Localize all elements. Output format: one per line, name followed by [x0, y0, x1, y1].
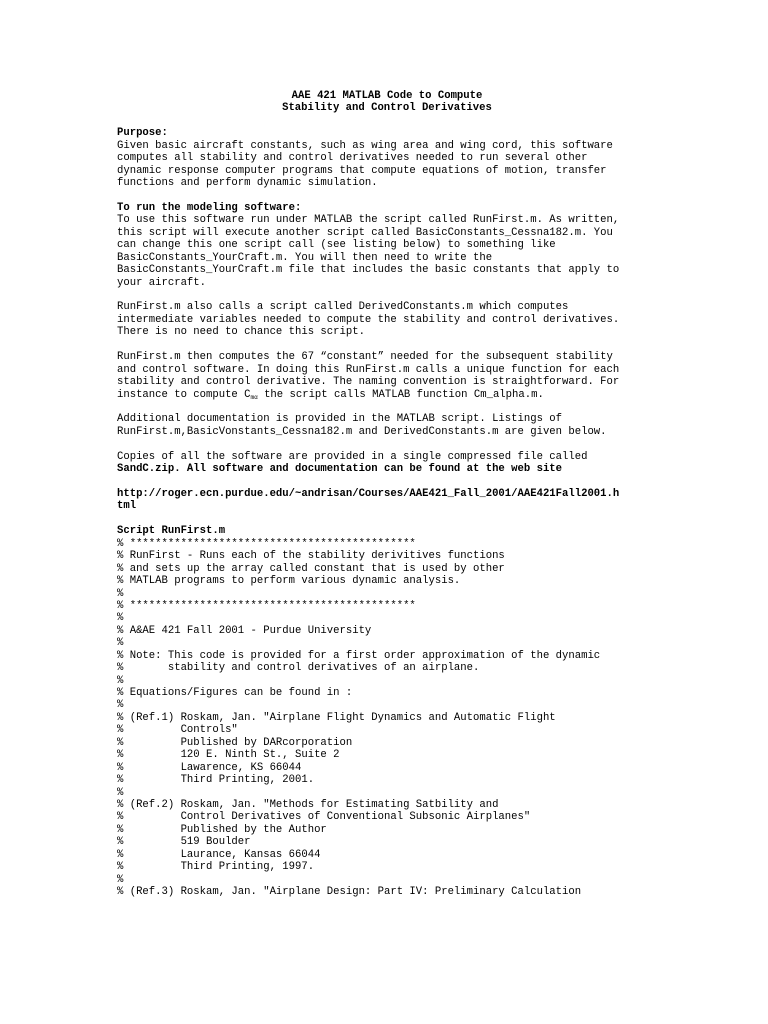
- purpose-paragraph: [117, 140, 657, 190]
- run-line: To use this software run under MATLAB the script called RunFirst.m. As written,: [117, 214, 620, 227]
- code-line: % RunFirst - Runs each of the stability derivitives functions: [117, 550, 505, 563]
- code-line: % (Ref.2) Roskam, Jan. "Methods for Estimating Satbility and: [117, 798, 499, 811]
- compute-line-last: [117, 389, 657, 401]
- compute-line: stability and control derivative. The naming convention is straightforward. For: [117, 376, 620, 389]
- code-line: % (Ref.3) Roskam, Jan. "Airplane Design: Part IV: Preliminary Calculation: [117, 886, 582, 898]
- spacer: [117, 190, 657, 202]
- code-line: % Controls": [117, 724, 238, 737]
- purpose-heading: Purpose:: [117, 127, 168, 140]
- code-line: % 120 E. Ninth St., Suite 2: [117, 749, 340, 762]
- code-line: % Published by DARcorporation: [117, 736, 353, 749]
- additional-line: Additional documentation is provided in the MATLAB script. Listings of: [117, 413, 563, 426]
- compute-line: and control software. In doing this RunFirst.m calls a unique function for each: [117, 363, 620, 376]
- script-heading: Script RunFirst.m: [117, 525, 226, 538]
- code-listing: [117, 538, 657, 899]
- code-line: % and sets up the array called constant that is used by other: [117, 562, 505, 575]
- compute-last-prefix: instance to compute C: [117, 388, 251, 401]
- code-line: % Third Printing, 2001.: [117, 774, 315, 787]
- derived-paragraph: [117, 301, 657, 338]
- purpose-line: computes all stability and control derivatives needed to run several other: [117, 152, 588, 165]
- code-line: %: [117, 674, 124, 687]
- code-line: % A&AE 421 Fall 2001 - Purdue University: [117, 624, 372, 637]
- code-line: % *********************************************: [117, 537, 416, 550]
- code-line: %: [117, 612, 124, 625]
- run-line: this script will execute another script called BasicConstants_Cessna182.m. You: [117, 226, 613, 239]
- code-line: %: [117, 699, 124, 712]
- spacer: [117, 115, 657, 127]
- copies-line-bold: SandC.zip. All software and documentation can be found at the web site: [117, 463, 563, 476]
- run-line: BasicConstants_YourCraft.m. You will then need to write the: [117, 251, 493, 264]
- compute-line: RunFirst.m then computes the 67 “constant” needed for the subsequent stability: [117, 351, 613, 364]
- additional-line: RunFirst.m,BasicVonstants_Cessna182.m and DerivedConstants.m are given below.: [117, 425, 607, 438]
- url-line[interactable]: http://roger.ecn.purdue.edu/~andrisan/Courses/AAE421_Fall_2001/AAE421Fall2001.h: [117, 488, 620, 500]
- document-content: [117, 90, 657, 898]
- purpose-line: dynamic response computer programs that compute equations of motion, transfer: [117, 164, 607, 177]
- code-line: % Laurance, Kansas 66044: [117, 848, 321, 861]
- code-line: % Third Printing, 1997.: [117, 861, 315, 874]
- purpose-line: Given basic aircraft constants, such as wing area and wing cord, this software: [117, 139, 613, 152]
- spacer: [117, 438, 657, 450]
- purpose-line: functions and perform dynamic simulation.: [117, 177, 378, 190]
- code-line: % MATLAB programs to perform various dynamic analysis.: [117, 575, 461, 588]
- code-line: % (Ref.1) Roskam, Jan. "Airplane Flight Dynamics and Automatic Flight: [117, 711, 556, 724]
- code-line: %: [117, 786, 124, 799]
- spacer: [117, 476, 657, 488]
- title-line-2: Stability and Control Derivatives: [282, 102, 492, 115]
- derived-line: intermediate variables needed to compute the stability and control derivatives.: [117, 313, 620, 326]
- code-line: %: [117, 873, 124, 886]
- web-url[interactable]: [117, 488, 657, 513]
- run-paragraph: [117, 214, 657, 289]
- code-line: % 519 Boulder: [117, 836, 251, 849]
- code-line: % Lawarence, KS 66044: [117, 761, 302, 774]
- spacer: [117, 289, 657, 301]
- run-line: your aircraft.: [117, 276, 207, 289]
- code-line: %: [117, 637, 124, 650]
- derived-line: RunFirst.m also calls a script called DerivedConstants.m which computes: [117, 301, 569, 314]
- compute-paragraph: [117, 351, 657, 401]
- spacer: [117, 513, 657, 525]
- code-line: % Control Derivatives of Conventional Subsonic Airplanes": [117, 811, 531, 824]
- spacer: [117, 339, 657, 351]
- code-line: % stability and control derivatives of an airplane.: [117, 662, 480, 675]
- additional-paragraph: [117, 413, 657, 438]
- code-line: % Published by the Author: [117, 823, 327, 836]
- title-line-1: AAE 421 MATLAB Code to Compute: [291, 90, 483, 102]
- compute-last-suffix: the script calls MATLAB function Cm_alpha.m.: [257, 388, 544, 401]
- subscript-m-alpha: mα: [250, 393, 258, 401]
- run-line: can change this one script call (see listing below) to something like: [117, 239, 556, 252]
- run-line: BasicConstants_YourCraft.m file that includes the basic constants that apply to: [117, 264, 620, 277]
- code-line: % *********************************************: [117, 599, 416, 612]
- derived-line: There is no need to chance this script.: [117, 326, 365, 339]
- spacer: [117, 401, 657, 413]
- code-line: %: [117, 587, 124, 600]
- code-line: % Note: This code is provided for a first order approximation of the dynamic: [117, 649, 601, 662]
- copies-line: Copies of all the software are provided in a single compressed file called: [117, 450, 588, 463]
- copies-paragraph: [117, 451, 657, 476]
- run-heading: To run the modeling software:: [117, 201, 302, 214]
- code-line: % Equations/Figures can be found in :: [117, 687, 353, 699]
- url-line[interactable]: tml: [117, 500, 137, 513]
